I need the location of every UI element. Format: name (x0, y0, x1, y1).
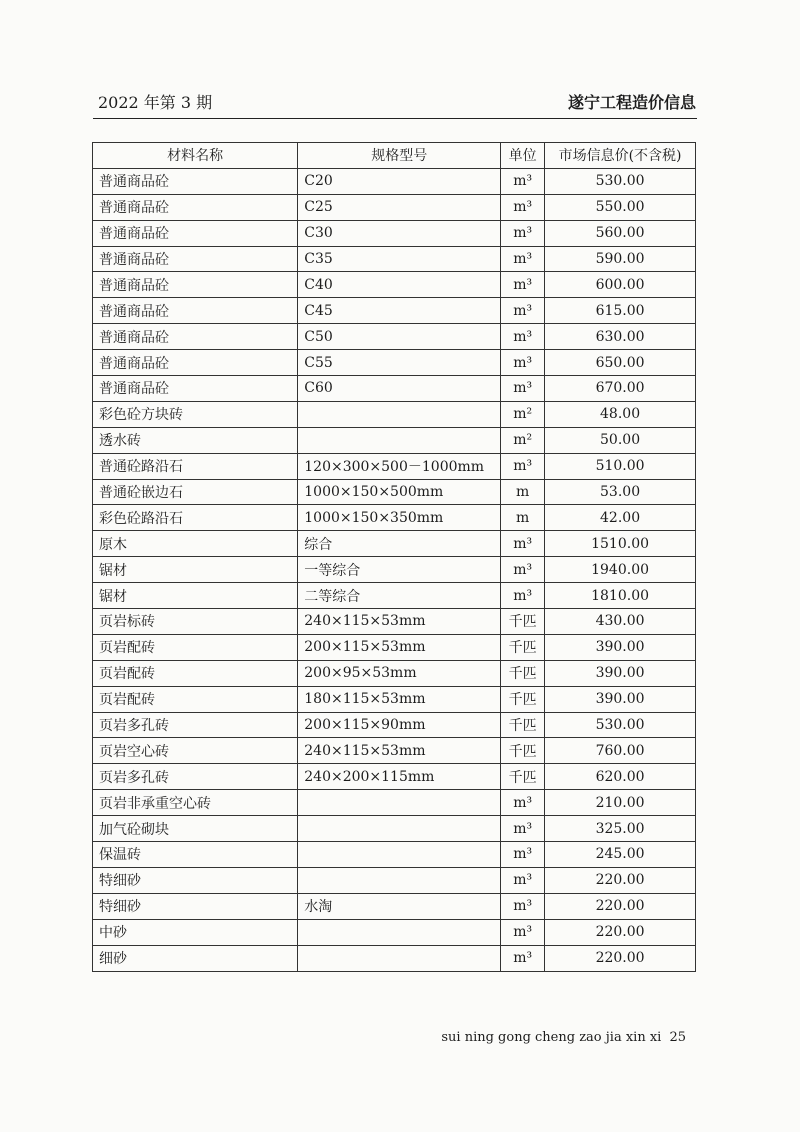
cell-spec: C45 (298, 298, 501, 324)
table-header-row (93, 143, 696, 169)
cell-price: 220.00 (545, 893, 696, 919)
cell-material-name: 页岩非承重空心砖 (93, 790, 298, 816)
cell-unit: m³ (501, 893, 545, 919)
cell-price: 630.00 (545, 324, 696, 350)
cell-price: 670.00 (545, 376, 696, 402)
publication-title: 遂宁工程造价信息 (567, 93, 696, 112)
cell-material-name: 页岩标砖 (93, 609, 298, 635)
cell-unit: m³ (501, 272, 545, 298)
cell-price: 1810.00 (545, 583, 696, 609)
issue-label: 2022 年第 3 期 (98, 93, 213, 112)
table-row (93, 609, 696, 635)
cell-material-name: 普通商品砼 (93, 194, 298, 220)
table-row (93, 531, 696, 557)
cell-price: 220.00 (545, 919, 696, 945)
cell-price: 530.00 (545, 168, 696, 194)
cell-spec (298, 401, 501, 427)
cell-material-name: 细砂 (93, 945, 298, 971)
table-row (93, 738, 696, 764)
table-row (93, 350, 696, 376)
cell-spec: 200×115×90mm (298, 712, 501, 738)
cell-spec: 水淘 (298, 893, 501, 919)
cell-unit: 千匹 (501, 634, 545, 660)
table-row (93, 401, 696, 427)
cell-material-name: 页岩多孔砖 (93, 712, 298, 738)
cell-material-name: 彩色砼方块砖 (93, 401, 298, 427)
cell-unit: m³ (501, 557, 545, 583)
table-body (93, 168, 696, 971)
cell-material-name: 普通商品砼 (93, 298, 298, 324)
table-row (93, 324, 696, 350)
table-row (93, 686, 696, 712)
table-row (93, 453, 696, 479)
table-row (93, 220, 696, 246)
cell-unit: m³ (501, 220, 545, 246)
cell-unit: m³ (501, 842, 545, 868)
cell-material-name: 普通商品砼 (93, 220, 298, 246)
cell-spec: 1000×150×350mm (298, 505, 501, 531)
cell-spec: 200×95×53mm (298, 660, 501, 686)
cell-material-name: 锯材 (93, 583, 298, 609)
cell-unit: m (501, 479, 545, 505)
cell-material-name: 页岩空心砖 (93, 738, 298, 764)
cell-material-name: 特细砂 (93, 867, 298, 893)
cell-unit: 千匹 (501, 609, 545, 635)
cell-unit: 千匹 (501, 686, 545, 712)
cell-unit: m³ (501, 246, 545, 272)
cell-price: 1510.00 (545, 531, 696, 557)
cell-unit: 千匹 (501, 764, 545, 790)
cell-price: 590.00 (545, 246, 696, 272)
cell-spec: C20 (298, 168, 501, 194)
column-header-name: 材料名称 (93, 143, 298, 169)
cell-material-name: 页岩配砖 (93, 686, 298, 712)
cell-unit: m³ (501, 324, 545, 350)
cell-price: 550.00 (545, 194, 696, 220)
cell-material-name: 保温砖 (93, 842, 298, 868)
cell-price: 50.00 (545, 427, 696, 453)
cell-price: 325.00 (545, 816, 696, 842)
cell-price: 600.00 (545, 272, 696, 298)
cell-material-name: 普通砼嵌边石 (93, 479, 298, 505)
cell-spec: C50 (298, 324, 501, 350)
cell-spec (298, 790, 501, 816)
price-table (92, 142, 696, 972)
cell-spec: C40 (298, 272, 501, 298)
cell-material-name: 页岩配砖 (93, 634, 298, 660)
cell-spec: 180×115×53mm (298, 686, 501, 712)
column-header-unit: 单位 (501, 143, 545, 169)
cell-unit: m² (501, 401, 545, 427)
cell-unit: m³ (501, 945, 545, 971)
cell-unit: m³ (501, 583, 545, 609)
cell-spec: 二等综合 (298, 583, 501, 609)
cell-unit: m³ (501, 168, 545, 194)
cell-unit: m³ (501, 376, 545, 402)
cell-material-name: 普通商品砼 (93, 376, 298, 402)
table-row (93, 634, 696, 660)
cell-price: 390.00 (545, 660, 696, 686)
cell-spec: 240×200×115mm (298, 764, 501, 790)
cell-price: 1940.00 (545, 557, 696, 583)
cell-price: 390.00 (545, 686, 696, 712)
cell-spec (298, 919, 501, 945)
table-row (93, 168, 696, 194)
cell-material-name: 页岩多孔砖 (93, 764, 298, 790)
table-row (93, 298, 696, 324)
cell-unit: m³ (501, 790, 545, 816)
table-row (93, 194, 696, 220)
cell-unit: m³ (501, 194, 545, 220)
cell-price: 220.00 (545, 945, 696, 971)
cell-price: 650.00 (545, 350, 696, 376)
cell-material-name: 普通商品砼 (93, 272, 298, 298)
table-row (93, 427, 696, 453)
table-row (93, 376, 696, 402)
table-row (93, 867, 696, 893)
footer-pinyin-text: sui ning gong cheng zao jia xin xi (441, 1030, 662, 1045)
cell-spec: 1000×150×500mm (298, 479, 501, 505)
cell-price: 530.00 (545, 712, 696, 738)
header-divider (93, 118, 697, 119)
cell-price: 42.00 (545, 505, 696, 531)
cell-spec: C30 (298, 220, 501, 246)
cell-spec: 一等综合 (298, 557, 501, 583)
footer (441, 1030, 686, 1045)
cell-spec (298, 945, 501, 971)
cell-material-name: 透水砖 (93, 427, 298, 453)
cell-spec (298, 842, 501, 868)
table-row (93, 479, 696, 505)
page-number: 25 (669, 1030, 686, 1045)
column-header-price: 市场信息价(不含税) (545, 143, 696, 169)
cell-price: 220.00 (545, 867, 696, 893)
cell-spec (298, 427, 501, 453)
cell-material-name: 普通商品砼 (93, 168, 298, 194)
cell-price: 620.00 (545, 764, 696, 790)
table-row (93, 790, 696, 816)
cell-spec: C55 (298, 350, 501, 376)
table-row (93, 712, 696, 738)
table-row (93, 816, 696, 842)
cell-unit: m³ (501, 453, 545, 479)
cell-unit: m (501, 505, 545, 531)
cell-unit: m³ (501, 816, 545, 842)
cell-spec: 240×115×53mm (298, 609, 501, 635)
cell-unit: m³ (501, 350, 545, 376)
cell-price: 53.00 (545, 479, 696, 505)
cell-price: 210.00 (545, 790, 696, 816)
cell-price: 560.00 (545, 220, 696, 246)
cell-material-name: 加气砼砌块 (93, 816, 298, 842)
cell-spec: C25 (298, 194, 501, 220)
column-header-spec: 规格型号 (298, 143, 501, 169)
cell-unit: 千匹 (501, 660, 545, 686)
cell-price: 760.00 (545, 738, 696, 764)
cell-unit: m³ (501, 867, 545, 893)
cell-unit: m³ (501, 298, 545, 324)
table-row (93, 505, 696, 531)
cell-material-name: 锯材 (93, 557, 298, 583)
cell-material-name: 普通商品砼 (93, 246, 298, 272)
table-row (93, 660, 696, 686)
table-row (93, 764, 696, 790)
cell-unit: 千匹 (501, 738, 545, 764)
cell-spec: 120×300×500－1000mm (298, 453, 501, 479)
cell-material-name: 普通砼路沿石 (93, 453, 298, 479)
cell-material-name: 彩色砼路沿石 (93, 505, 298, 531)
table-row (93, 583, 696, 609)
cell-spec: 240×115×53mm (298, 738, 501, 764)
cell-material-name: 页岩配砖 (93, 660, 298, 686)
table-row (93, 842, 696, 868)
table-row (93, 272, 696, 298)
cell-spec (298, 867, 501, 893)
cell-unit: m² (501, 427, 545, 453)
cell-spec: 200×115×53mm (298, 634, 501, 660)
cell-material-name: 特细砂 (93, 893, 298, 919)
table-row (93, 246, 696, 272)
cell-material-name: 普通商品砼 (93, 324, 298, 350)
cell-price: 510.00 (545, 453, 696, 479)
cell-price: 615.00 (545, 298, 696, 324)
cell-price: 390.00 (545, 634, 696, 660)
cell-spec: C60 (298, 376, 501, 402)
cell-spec: 综合 (298, 531, 501, 557)
cell-spec: C35 (298, 246, 501, 272)
cell-material-name: 中砂 (93, 919, 298, 945)
table-row (93, 945, 696, 971)
cell-material-name: 普通商品砼 (93, 350, 298, 376)
cell-price: 430.00 (545, 609, 696, 635)
cell-price: 48.00 (545, 401, 696, 427)
cell-unit: m³ (501, 531, 545, 557)
cell-spec (298, 816, 501, 842)
cell-price: 245.00 (545, 842, 696, 868)
table-row (93, 893, 696, 919)
cell-unit: m³ (501, 919, 545, 945)
table-row (93, 557, 696, 583)
cell-material-name: 原木 (93, 531, 298, 557)
table-row (93, 919, 696, 945)
cell-unit: 千匹 (501, 712, 545, 738)
